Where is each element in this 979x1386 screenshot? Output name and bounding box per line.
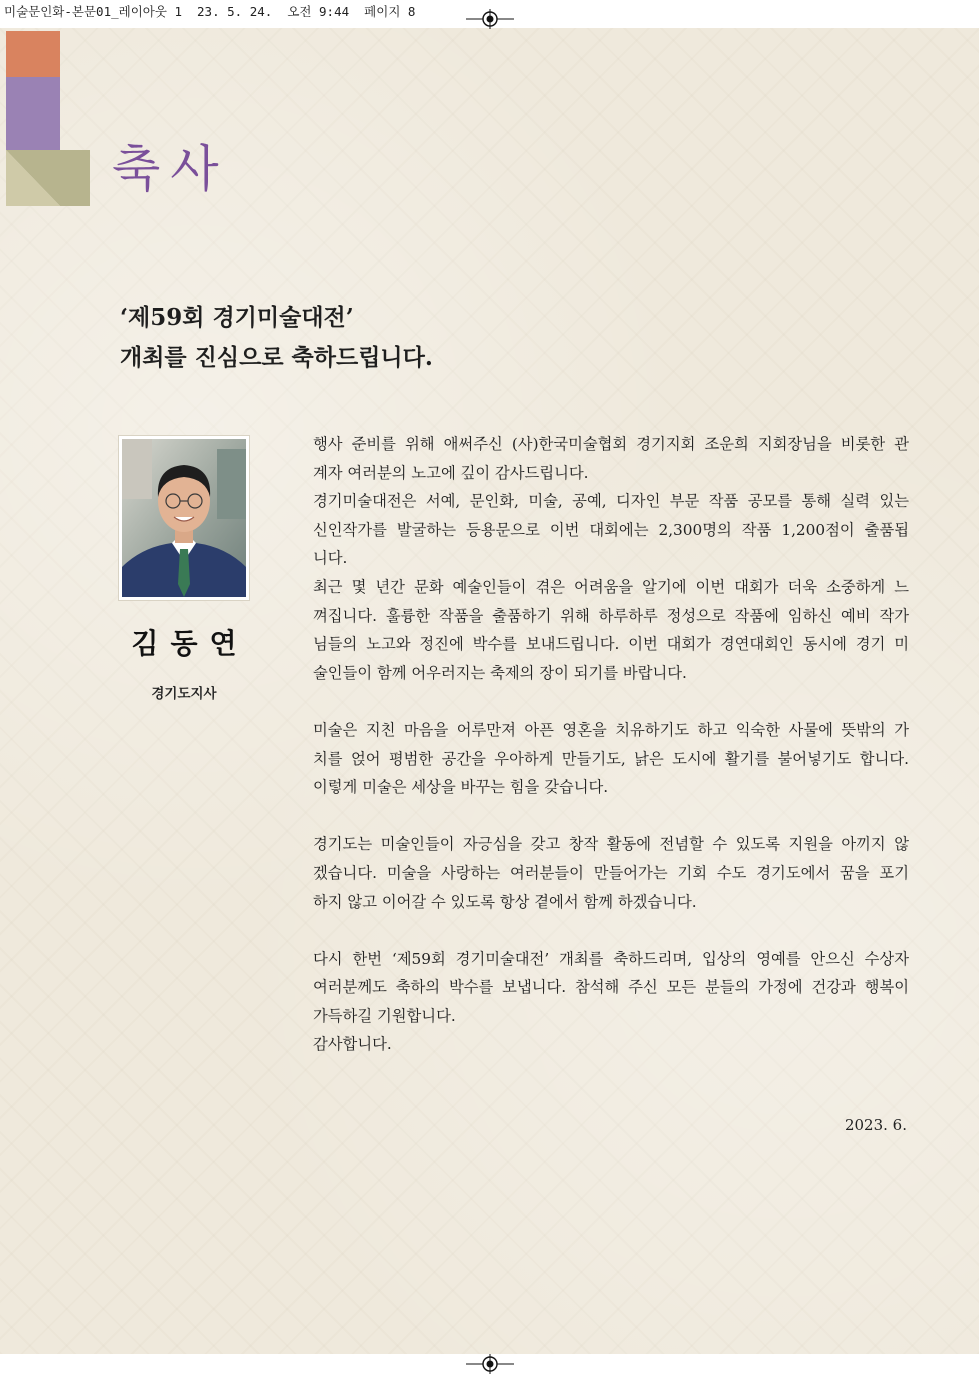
body-line: 껴집니다. 훌륭한 작품을 출품하기 위해 하루하루 정성으로 작품에 임하신 예비 작가 <box>313 606 909 625</box>
registration-mark-icon <box>466 9 514 29</box>
page-title: 축사 <box>112 140 229 198</box>
body-line: 가득하길 기원합니다. <box>313 1006 456 1025</box>
body-line: 여러분께도 축하의 박수를 보냅니다. 참석해 주신 모든 분들의 가정에 건강과 행복이 <box>313 978 909 997</box>
body-line: 술인들이 함께 어우러지는 축제의 장이 되기를 바랍니다. <box>313 663 687 682</box>
body-line: 계자 여러분의 노고에 깊이 감사드립니다. <box>313 463 589 482</box>
portrait-photo <box>122 439 246 597</box>
paragraph-gap <box>313 687 909 716</box>
paragraph-gap <box>313 802 909 831</box>
body-line: 니다. <box>313 549 348 568</box>
author-portrait <box>118 435 250 601</box>
body-line: 경기미술대전은 서예, 문인화, 미술, 공예, 디자인 부문 작품 공모를 통해 실력 있는 <box>313 492 909 511</box>
body-line: 다시 한번 ‘제59회 경기미술대전’ 개최를 축하드리며, 입상의 영예를 안으신 수상자 <box>313 949 909 968</box>
body-line: 경기도는 미술인들이 자긍심을 갖고 창작 활동에 전념할 수 있도록 지원을 아끼지 않 <box>313 835 909 854</box>
headline-line-2: 개최를 진심으로 축하드립니다. <box>120 344 433 371</box>
date: 2023. 6. <box>844 1116 907 1134</box>
print-slug: 미술문인화-본문01_레이아웃 1 23. 5. 24. 오전 9:44 페이지 8 <box>4 4 416 19</box>
decorative-purple-block <box>6 77 60 150</box>
author-name: 김동연 <box>131 627 249 660</box>
paragraph-gap <box>313 916 909 945</box>
body-line: 하지 않고 이어갈 수 있도록 항상 곁에서 함께 하겠습니다. <box>313 892 697 911</box>
body-line: 이렇게 미술은 세상을 바꾸는 힘을 갖습니다. <box>313 778 609 797</box>
decorative-olive-ribbon <box>6 150 90 206</box>
registration-mark-icon <box>466 1354 514 1374</box>
body-line: 최근 몇 년간 문화 예술인들이 겪은 어려움을 알기에 이번 대회가 더욱 소중하게 느 <box>313 577 909 596</box>
body-line: 치를 얹어 평범한 공간을 우아하게 만들기도, 낡은 도시에 활기를 불어넣기도 합니다. <box>313 749 909 768</box>
author-position: 경기도지사 <box>151 686 217 702</box>
congratulation-headline <box>120 298 720 378</box>
body-line: 겠습니다. 미술을 사랑하는 여러분들이 만들어가는 기회 수도 경기도에서 꿈을 포기 <box>313 863 909 882</box>
decorative-orange-block <box>6 31 60 77</box>
message-body <box>313 430 909 1059</box>
body-line: 신인작가를 발굴하는 등용문으로 이번 대회에는 2,300명의 작품 1,200점이 출품됩 <box>313 520 909 539</box>
body-line: 님들의 노고와 정진에 박수를 보내드립니다. 이번 대회가 경연대회인 동시에 경기 미 <box>313 635 909 654</box>
headline-line-1: ‘제59회 경기미술대전’ <box>120 304 354 331</box>
body-line: 행사 준비를 위해 애써주신 (사)한국미술협회 경기지회 조운희 지회장님을 비롯한 관 <box>313 435 909 453</box>
body-line: 감사합니다. <box>313 1035 392 1054</box>
body-line: 미술은 지친 마음을 어루만져 아픈 영혼을 치유하기도 하고 익숙한 사물에 뜻밖의 가 <box>313 720 909 739</box>
